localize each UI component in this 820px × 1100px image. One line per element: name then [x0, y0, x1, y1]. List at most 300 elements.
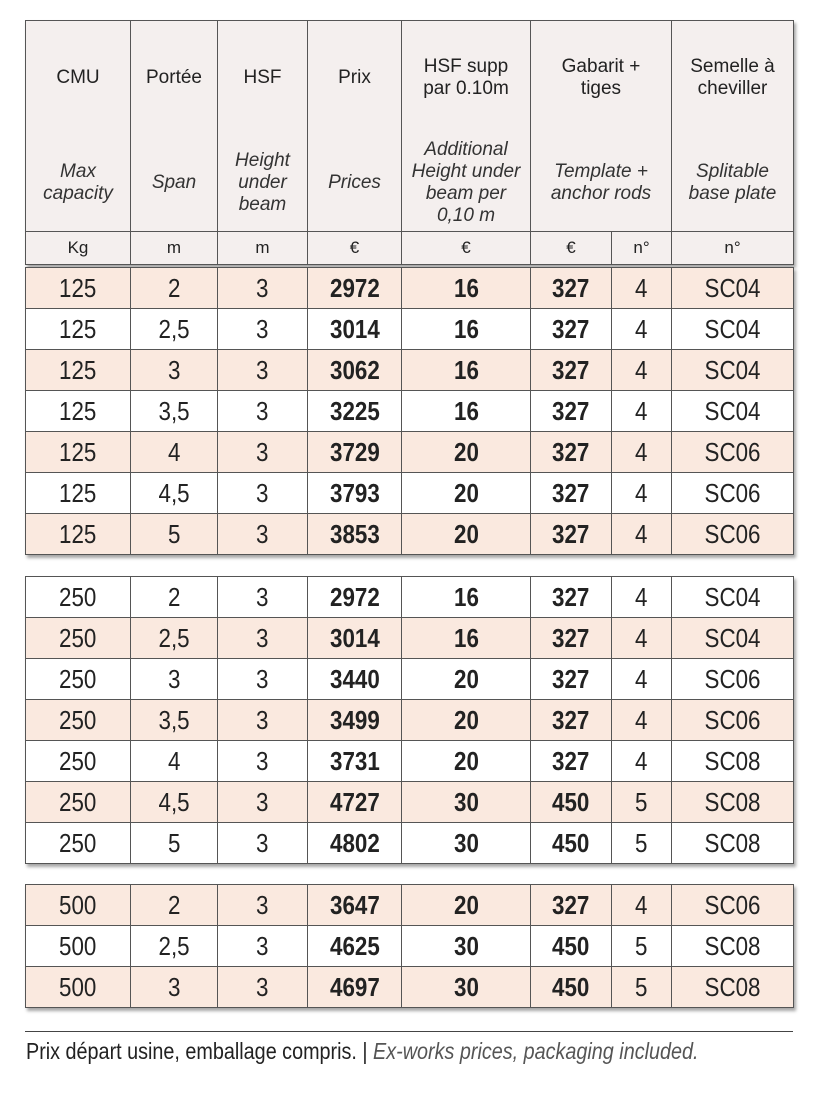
cell-gabarit-price-value: 327 — [552, 272, 590, 303]
cell-hsf — [218, 659, 308, 700]
cell-rods-count-value: 4 — [635, 581, 648, 612]
cell-semelle-ref-value: SC08 — [704, 786, 761, 817]
unit-price-eur: € — [308, 232, 402, 265]
cell-semelle-ref — [672, 514, 794, 555]
cell-hsf-value: 3 — [256, 581, 269, 612]
cell-rods-count-value: 4 — [635, 745, 648, 776]
cell-gabarit-price-value: 327 — [552, 313, 590, 344]
cell-rods-count-value: 5 — [635, 827, 648, 858]
cell-hsf-value: 3 — [256, 663, 269, 694]
cell-cmu — [26, 473, 131, 514]
table-row — [26, 700, 794, 741]
cell-rods-count — [612, 577, 672, 618]
cell-hsf-value: 3 — [256, 518, 269, 549]
header-hsf-en — [218, 135, 308, 232]
cell-semelle-ref-value: SC04 — [704, 581, 761, 612]
cell-hsf-supp — [402, 350, 531, 391]
cell-cmu-value: 125 — [59, 395, 97, 426]
cell-gabarit-price — [531, 268, 612, 309]
cell-rods-count — [612, 782, 672, 823]
cell-price-value: 3793 — [329, 477, 380, 508]
cell-semelle-ref-value: SC06 — [704, 436, 761, 467]
cell-gabarit-price — [531, 967, 612, 1008]
cell-cmu-value: 125 — [59, 272, 97, 303]
cell-cmu-value: 125 — [59, 518, 97, 549]
cell-hsf — [218, 926, 308, 967]
cell-semelle-ref-value: SC04 — [704, 313, 761, 344]
cell-hsf-value: 3 — [256, 704, 269, 735]
cell-span-value: 2,5 — [158, 313, 190, 344]
cell-price-value: 4727 — [329, 786, 380, 817]
cell-gabarit-price-value: 327 — [552, 518, 590, 549]
cell-rods-count-value: 4 — [635, 663, 648, 694]
cell-cmu-value: 250 — [59, 663, 97, 694]
cell-gabarit-price — [531, 350, 612, 391]
cell-hsf-value: 3 — [256, 477, 269, 508]
cell-hsf — [218, 618, 308, 659]
cell-cmu — [26, 823, 131, 864]
cell-semelle-ref — [672, 350, 794, 391]
cell-rods-count-value: 4 — [635, 518, 648, 549]
cell-semelle-ref-value: SC04 — [704, 395, 761, 426]
cell-span-value: 3,5 — [158, 395, 190, 426]
cell-rods-count — [612, 885, 672, 926]
cell-hsf-supp-value: 20 — [453, 518, 479, 549]
cell-rods-count — [612, 432, 672, 473]
cell-gabarit-price-value: 327 — [552, 581, 590, 612]
cell-gabarit-price — [531, 700, 612, 741]
table-row — [26, 741, 794, 782]
cell-span-value: 4,5 — [158, 786, 190, 817]
cell-price — [308, 741, 402, 782]
cell-gabarit-price-value: 327 — [552, 354, 590, 385]
table-header — [25, 20, 794, 265]
cell-rods-count — [612, 473, 672, 514]
cell-rods-count-value: 4 — [635, 313, 648, 344]
cell-hsf-supp — [402, 782, 531, 823]
cell-gabarit-price-value: 327 — [552, 704, 590, 735]
table-block-500 — [25, 884, 794, 1008]
cell-hsf-supp-value: 16 — [453, 581, 479, 612]
cell-hsf-supp — [402, 309, 531, 350]
cell-gabarit-price — [531, 432, 612, 473]
cell-gabarit-price-value: 327 — [552, 436, 590, 467]
cell-rods-count — [612, 618, 672, 659]
header-cmu-en-text: Max capacity — [43, 161, 113, 204]
cell-cmu-value: 250 — [59, 786, 97, 817]
cell-span-value: 2 — [167, 889, 181, 920]
cell-hsf-supp — [402, 659, 531, 700]
cell-cmu-value: 250 — [59, 704, 97, 735]
cell-gabarit-price — [531, 473, 612, 514]
cell-span-value: 3 — [167, 971, 181, 1002]
cell-cmu — [26, 700, 131, 741]
cell-cmu — [26, 514, 131, 555]
cell-semelle-ref — [672, 700, 794, 741]
cell-hsf-value: 3 — [256, 313, 269, 344]
cell-rods-count — [612, 823, 672, 864]
cell-rods-count — [612, 391, 672, 432]
table-row — [26, 659, 794, 700]
cell-hsf — [218, 309, 308, 350]
cell-price — [308, 782, 402, 823]
cell-span — [131, 577, 218, 618]
cell-rods-count-value: 4 — [635, 272, 648, 303]
cell-semelle-ref — [672, 967, 794, 1008]
cell-price — [308, 618, 402, 659]
cell-hsf — [218, 268, 308, 309]
header-hsf-supp-text: HSF supp par 0.10m — [423, 56, 509, 99]
cell-span — [131, 268, 218, 309]
cell-hsf-supp-value: 20 — [453, 436, 479, 467]
cell-semelle-ref — [672, 926, 794, 967]
cell-price — [308, 700, 402, 741]
cell-price-value: 3014 — [329, 313, 380, 344]
cell-cmu-value: 250 — [59, 622, 97, 653]
cell-rods-count — [612, 268, 672, 309]
cell-price-value: 3440 — [329, 663, 380, 694]
cell-span — [131, 618, 218, 659]
table-row — [26, 473, 794, 514]
cell-price-value: 4802 — [329, 827, 380, 858]
cell-rods-count-value: 5 — [635, 971, 648, 1002]
cell-price — [308, 577, 402, 618]
cell-gabarit-price-value: 450 — [552, 930, 590, 961]
header-hsf-supp-en — [402, 135, 531, 232]
cell-span — [131, 432, 218, 473]
cell-price-value: 3225 — [329, 395, 380, 426]
cell-hsf-supp — [402, 823, 531, 864]
cell-semelle-ref — [672, 741, 794, 782]
cell-gabarit-price-value: 327 — [552, 622, 590, 653]
cell-semelle-ref-value: SC06 — [704, 889, 761, 920]
unit-span-m: m — [131, 232, 218, 265]
cell-hsf-supp-value: 30 — [453, 786, 479, 817]
cell-hsf — [218, 823, 308, 864]
cell-hsf-supp — [402, 885, 531, 926]
header-gabarit-en — [531, 135, 672, 232]
cell-semelle-ref-value: SC08 — [704, 930, 761, 961]
cell-semelle-ref — [672, 309, 794, 350]
cell-span-value: 5 — [167, 827, 181, 858]
cell-rods-count-value: 4 — [635, 704, 648, 735]
cell-hsf-supp — [402, 473, 531, 514]
cell-price-value: 3731 — [329, 745, 380, 776]
footnote-divider — [25, 1031, 793, 1032]
cell-span — [131, 885, 218, 926]
cell-cmu-value: 250 — [59, 581, 97, 612]
cell-span-value: 3,5 — [158, 704, 190, 735]
cell-gabarit-price — [531, 926, 612, 967]
cell-cmu-value: 500 — [59, 971, 97, 1002]
cell-cmu — [26, 618, 131, 659]
cell-gabarit-price — [531, 659, 612, 700]
cell-hsf-value: 3 — [256, 354, 269, 385]
cell-price-value: 3014 — [329, 622, 380, 653]
cell-cmu-value: 125 — [59, 436, 97, 467]
footnote-fr: Prix départ usine, emballage compris. | — [26, 1038, 374, 1064]
cell-cmu-value: 250 — [59, 745, 97, 776]
cell-span — [131, 473, 218, 514]
cell-gabarit-price-value: 450 — [552, 971, 590, 1002]
unit-semelle-ref: n° — [672, 232, 794, 265]
cell-cmu-value: 125 — [59, 477, 97, 508]
cell-span — [131, 309, 218, 350]
cell-hsf — [218, 350, 308, 391]
table-row — [26, 823, 794, 864]
table-row — [26, 885, 794, 926]
cell-span-value: 4,5 — [158, 477, 190, 508]
cell-hsf-supp — [402, 432, 531, 473]
cell-rods-count — [612, 309, 672, 350]
cell-semelle-ref — [672, 618, 794, 659]
cell-hsf-value: 3 — [256, 622, 269, 653]
cell-hsf-supp-value: 16 — [453, 313, 479, 344]
cell-gabarit-price-value: 327 — [552, 395, 590, 426]
cell-hsf-supp-value: 30 — [453, 827, 479, 858]
cell-span — [131, 391, 218, 432]
header-gabarit — [531, 21, 672, 136]
cell-hsf-supp — [402, 700, 531, 741]
cell-hsf-value: 3 — [256, 272, 269, 303]
cell-hsf-value: 3 — [256, 745, 269, 776]
cell-rods-count — [612, 926, 672, 967]
cell-cmu-value: 125 — [59, 354, 97, 385]
cell-price — [308, 432, 402, 473]
cell-price — [308, 473, 402, 514]
cell-cmu-value: 250 — [59, 827, 97, 858]
cell-hsf-supp-value: 30 — [453, 971, 479, 1002]
cell-semelle-ref — [672, 885, 794, 926]
cell-cmu — [26, 391, 131, 432]
header-hsf-en-text: Height under beam — [235, 150, 290, 215]
cell-span — [131, 823, 218, 864]
cell-rods-count — [612, 967, 672, 1008]
cell-price — [308, 885, 402, 926]
header-gabarit-text: Gabarit + tiges — [561, 56, 641, 99]
cell-semelle-ref-value: SC04 — [704, 354, 761, 385]
unit-kg: Kg — [26, 232, 131, 265]
header-cmu-en — [26, 135, 131, 232]
cell-gabarit-price — [531, 391, 612, 432]
header-prix-en: Prices — [308, 135, 402, 232]
cell-rods-count-value: 4 — [635, 477, 648, 508]
cell-price — [308, 391, 402, 432]
cell-price — [308, 350, 402, 391]
cell-hsf — [218, 741, 308, 782]
cell-span-value: 4 — [167, 436, 181, 467]
cell-price-value: 3729 — [329, 436, 380, 467]
cell-rods-count-value: 4 — [635, 889, 648, 920]
header-semelle-en-text: Splitable base plate — [688, 161, 777, 204]
unit-rods-count: n° — [612, 232, 672, 265]
cell-hsf — [218, 514, 308, 555]
cell-hsf-value: 3 — [256, 786, 269, 817]
cell-gabarit-price — [531, 885, 612, 926]
header-portee: Portée — [131, 21, 218, 136]
cell-hsf-supp — [402, 967, 531, 1008]
cell-semelle-ref — [672, 782, 794, 823]
cell-semelle-ref-value: SC08 — [704, 827, 761, 858]
cell-span-value: 3 — [167, 663, 181, 694]
cell-span — [131, 926, 218, 967]
cell-hsf-supp-value: 16 — [453, 395, 479, 426]
cell-cmu — [26, 350, 131, 391]
cell-hsf — [218, 782, 308, 823]
cell-gabarit-price-value: 327 — [552, 889, 590, 920]
cell-span-value: 2 — [167, 272, 181, 303]
cell-gabarit-price-value: 327 — [552, 477, 590, 508]
header-semelle-text: Semelle à cheviller — [690, 56, 775, 99]
cell-span — [131, 350, 218, 391]
cell-semelle-ref-value: SC04 — [704, 272, 761, 303]
table-row — [26, 967, 794, 1008]
table-row — [26, 309, 794, 350]
cell-semelle-ref-value: SC06 — [704, 518, 761, 549]
cell-gabarit-price — [531, 309, 612, 350]
cell-span — [131, 741, 218, 782]
cell-hsf-supp-value: 16 — [453, 622, 479, 653]
cell-semelle-ref-value: SC04 — [704, 622, 761, 653]
cell-gabarit-price-value: 327 — [552, 745, 590, 776]
cell-rods-count-value: 4 — [635, 622, 648, 653]
cell-gabarit-price — [531, 823, 612, 864]
table-row — [26, 391, 794, 432]
cell-cmu — [26, 967, 131, 1008]
cell-price-value: 2972 — [329, 581, 380, 612]
cell-hsf-supp-value: 30 — [453, 930, 479, 961]
cell-gabarit-price-value: 450 — [552, 827, 590, 858]
unit-hsf-m: m — [218, 232, 308, 265]
cell-gabarit-price — [531, 577, 612, 618]
cell-hsf-supp-value: 16 — [453, 272, 479, 303]
table-block-250 — [25, 576, 794, 864]
cell-semelle-ref — [672, 391, 794, 432]
header-cmu: CMU — [26, 21, 131, 136]
cell-price-value: 2972 — [329, 272, 380, 303]
cell-rods-count-value: 4 — [635, 395, 648, 426]
cell-hsf-value: 3 — [256, 827, 269, 858]
cell-span-value: 3 — [167, 354, 181, 385]
cell-hsf — [218, 432, 308, 473]
cell-cmu — [26, 309, 131, 350]
cell-hsf-value: 3 — [256, 930, 269, 961]
cell-price-value: 3647 — [329, 889, 380, 920]
cell-rods-count-value: 4 — [635, 354, 648, 385]
cell-price-value: 4625 — [329, 930, 380, 961]
table-row — [26, 350, 794, 391]
cell-price-value: 3853 — [329, 518, 380, 549]
table-row — [26, 926, 794, 967]
cell-semelle-ref — [672, 577, 794, 618]
cell-span-value: 2,5 — [158, 930, 190, 961]
cell-price-value: 3062 — [329, 354, 380, 385]
table-row — [26, 577, 794, 618]
cell-price-value: 4697 — [329, 971, 380, 1002]
cell-hsf — [218, 577, 308, 618]
cell-cmu — [26, 432, 131, 473]
cell-gabarit-price — [531, 741, 612, 782]
cell-rods-count-value: 5 — [635, 786, 648, 817]
cell-hsf-supp-value: 20 — [453, 745, 479, 776]
cell-hsf-supp-value: 20 — [453, 477, 479, 508]
cell-span-value: 5 — [167, 518, 181, 549]
header-hsf-supp-en-text: Additional Height under beam per 0,10 m — [411, 139, 521, 226]
cell-semelle-ref-value: SC06 — [704, 704, 761, 735]
cell-price — [308, 926, 402, 967]
cell-hsf-value: 3 — [256, 971, 269, 1002]
cell-hsf — [218, 473, 308, 514]
header-hsf-supp — [402, 21, 531, 136]
cell-span — [131, 659, 218, 700]
header-semelle-en — [672, 135, 794, 232]
cell-cmu — [26, 268, 131, 309]
cell-cmu — [26, 659, 131, 700]
cell-gabarit-price-value: 450 — [552, 786, 590, 817]
cell-cmu — [26, 782, 131, 823]
table-block-125 — [25, 267, 794, 555]
cell-semelle-ref — [672, 659, 794, 700]
cell-hsf-value: 3 — [256, 395, 269, 426]
cell-gabarit-price — [531, 782, 612, 823]
cell-hsf-supp — [402, 268, 531, 309]
cell-price — [308, 967, 402, 1008]
cell-price-value: 3499 — [329, 704, 380, 735]
cell-hsf-supp — [402, 618, 531, 659]
table-row — [26, 432, 794, 473]
cell-price — [308, 268, 402, 309]
header-gabarit-en-text: Template + anchor rods — [550, 161, 652, 204]
cell-span — [131, 514, 218, 555]
cell-hsf — [218, 700, 308, 741]
cell-hsf-supp — [402, 926, 531, 967]
cell-rods-count-value: 5 — [635, 930, 648, 961]
cell-cmu-value: 125 — [59, 313, 97, 344]
cell-hsf — [218, 885, 308, 926]
cell-hsf-supp-value: 16 — [453, 354, 479, 385]
cell-rods-count-value: 4 — [635, 436, 648, 467]
table-row — [26, 618, 794, 659]
cell-semelle-ref-value: SC06 — [704, 663, 761, 694]
cell-hsf-supp — [402, 514, 531, 555]
cell-gabarit-price-value: 327 — [552, 663, 590, 694]
cell-rods-count — [612, 350, 672, 391]
cell-span — [131, 782, 218, 823]
cell-cmu — [26, 926, 131, 967]
header-prix: Prix — [308, 21, 402, 136]
cell-cmu — [26, 577, 131, 618]
cell-cmu — [26, 741, 131, 782]
cell-price — [308, 823, 402, 864]
cell-rods-count — [612, 514, 672, 555]
cell-hsf-value: 3 — [256, 889, 269, 920]
cell-gabarit-price — [531, 618, 612, 659]
cell-rods-count — [612, 741, 672, 782]
header-semelle — [672, 21, 794, 136]
cell-semelle-ref — [672, 268, 794, 309]
cell-hsf — [218, 391, 308, 432]
footnote-en: Ex-works prices, packaging included. — [373, 1038, 699, 1064]
cell-semelle-ref — [672, 473, 794, 514]
table-row — [26, 268, 794, 309]
cell-price — [308, 514, 402, 555]
cell-cmu-value: 500 — [59, 930, 97, 961]
cell-rods-count — [612, 659, 672, 700]
table-row — [26, 782, 794, 823]
header-span-en: Span — [131, 135, 218, 232]
cell-span-value: 4 — [167, 745, 181, 776]
cell-price — [308, 659, 402, 700]
